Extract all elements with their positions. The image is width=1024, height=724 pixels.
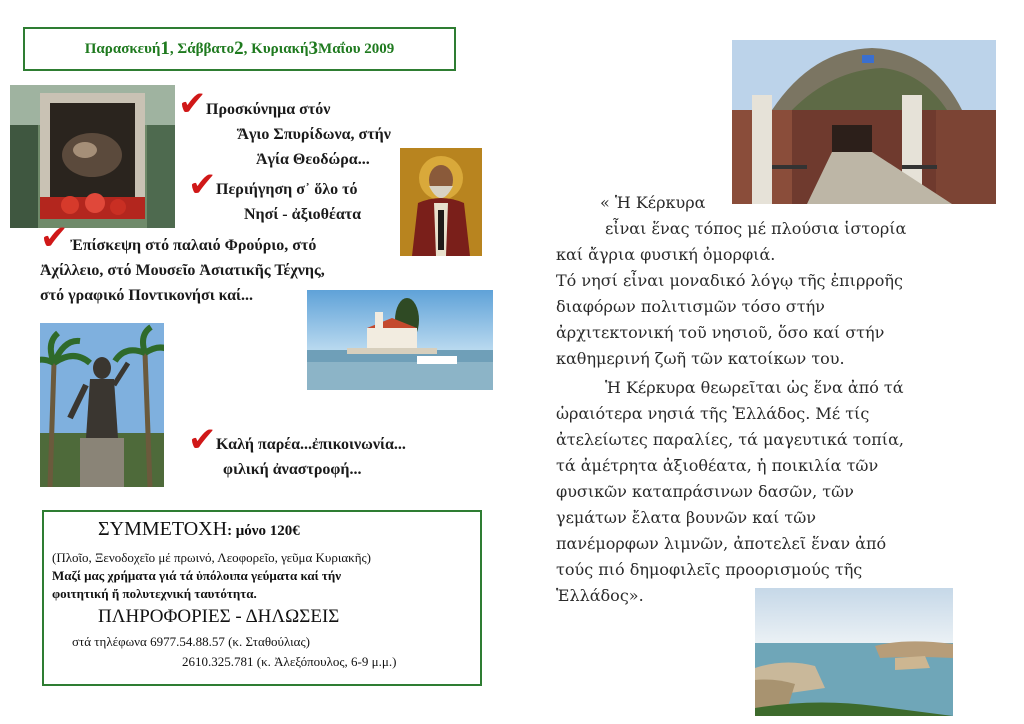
info-title: ΠΛΗΡΟΦΟΡΙΕΣ - ΔΗΛΩΣΕΙΣ — [98, 606, 340, 627]
phone-line-2: 2610.325.781 (κ. Ἀλεξόπουλος, 6-9 μ.μ.) — [182, 654, 397, 669]
achilles-statue-photo — [40, 323, 164, 487]
canal-damour-photo — [755, 588, 953, 716]
bullet-line: Ἁγία Θεοδώρα... — [256, 151, 370, 168]
quote-line: φυσικῶν καταπράσινων δασῶν, τῶν — [556, 482, 854, 501]
saint-relic-photo — [10, 85, 175, 228]
date-num-2: 2 — [234, 38, 244, 59]
bullet-line: Ἐπίσκεψη στό παλαιό Φρούριο, στό — [70, 237, 317, 254]
phone-line-1: στά τηλέφωνα 6977.54.88.57 (κ. Σταθούλιας) — [72, 634, 310, 649]
participation-box — [42, 510, 482, 686]
check-mark-icon: ✔ — [188, 165, 217, 205]
bullet-line: Νησί - ἀξιοθέατα — [244, 206, 362, 223]
participation-note-2: φοιτητική ἤ πολυτεχνική ταυτότητα. — [52, 586, 257, 601]
date-day-1: Παρασκευή — [84, 40, 161, 57]
check-mark-icon: ✔ — [188, 420, 217, 460]
date-num-1: 1 — [160, 38, 170, 59]
quote-line: ἀτελείωτες παραλίες, τά μαγευτικά τοπία, — [556, 430, 904, 449]
quote-line: Ἡ Κέρκυρα θεωρεῖται ὡς ἕνα ἀπό τά — [605, 378, 904, 397]
quote-line: ἀρχιτεκτονική τοῦ νησιοῦ, ὅσο καί στήν — [556, 323, 885, 342]
bullet-line: Προσκύνημα στόν — [206, 101, 331, 118]
participation-includes: (Πλοῖο, Ξενοδοχεῖο μέ πρωινό, Λεοφορεῖο, γεῦμα Κυριακῆς) — [52, 550, 371, 565]
quote-line: Ἑλλάδος». — [556, 586, 644, 605]
quote-line: τά ἀμέτρητα ἀξιοθέατα, ἡ ποικιλία τῶν — [556, 456, 879, 475]
participation-price: : μόνο 120€ — [227, 523, 300, 539]
bullet-line: Περιήγηση σ᾽ ὅλο τό — [216, 181, 358, 198]
quote-line: καί ἄγρια φυσική ὀμορφιά. — [556, 245, 776, 264]
quote-line: « Ἡ Κέρκυρα — [600, 193, 706, 212]
bullet-line: Καλή παρέα...ἐπικοινωνία... — [216, 436, 406, 453]
date-banner — [23, 27, 456, 71]
quote-line: πανέμορφων λιμνῶν, ἀποτελεῖ ἕναν ἀπό — [556, 534, 887, 553]
participation-note-1: Μαζί μας χρήματα γιά τά ὑπόλοιπα γεύματα καί τήν — [52, 568, 342, 583]
bullet-line: στό γραφικό Ποντικονήσι καί... — [40, 287, 253, 304]
check-mark-icon: ✔ — [40, 218, 69, 258]
quote-line: ὡραιότερα νησιά τῆς Ἑλλάδος. Μέ τίς — [556, 404, 870, 423]
saint-icon-painting — [400, 148, 482, 256]
check-mark-icon: ✔ — [178, 84, 207, 124]
bullet-line: Ἅγιο Σπυρίδωνα, στήν — [237, 126, 391, 143]
bullet-line: Ἀχίλλειο, στό Μουσεῖο Ἀσιατικῆς Τέχνης, — [40, 262, 325, 279]
date-num-3: 3 — [308, 38, 319, 59]
quote-line: διαφόρων πολιτισμῶν τόσο στήν — [556, 297, 825, 316]
participation-title: ΣΥΜΜΕΤΟΧΗ — [98, 518, 228, 540]
date-day-3: , Κυριακή — [243, 40, 309, 57]
date-day-2: , Σάββατο — [169, 40, 235, 57]
quote-line: εἶναι ἕνας τόπος μέ πλούσια ἱστορία — [605, 219, 907, 238]
quote-line: καθημερινή ζωῆ τῶν κατοίκων του. — [556, 349, 845, 368]
participation-line — [98, 518, 300, 541]
quote-line: Τό νησί εἶναι μοναδικό λόγῳ τῆς ἐπιρροῆς — [556, 271, 903, 290]
quote-line: γεμάτων ἔλατα βουνῶν καί τῶν — [556, 508, 817, 527]
pontikonisi-photo — [307, 290, 493, 390]
date-month-year: Μαΐου 2009 — [318, 40, 395, 57]
quote-line: τούς πιό δημοφιλεῖς προορισμούς τῆς — [556, 560, 863, 579]
bullet-line: φιλική ἀναστροφή... — [223, 461, 362, 478]
old-fortress-photo — [732, 40, 996, 204]
